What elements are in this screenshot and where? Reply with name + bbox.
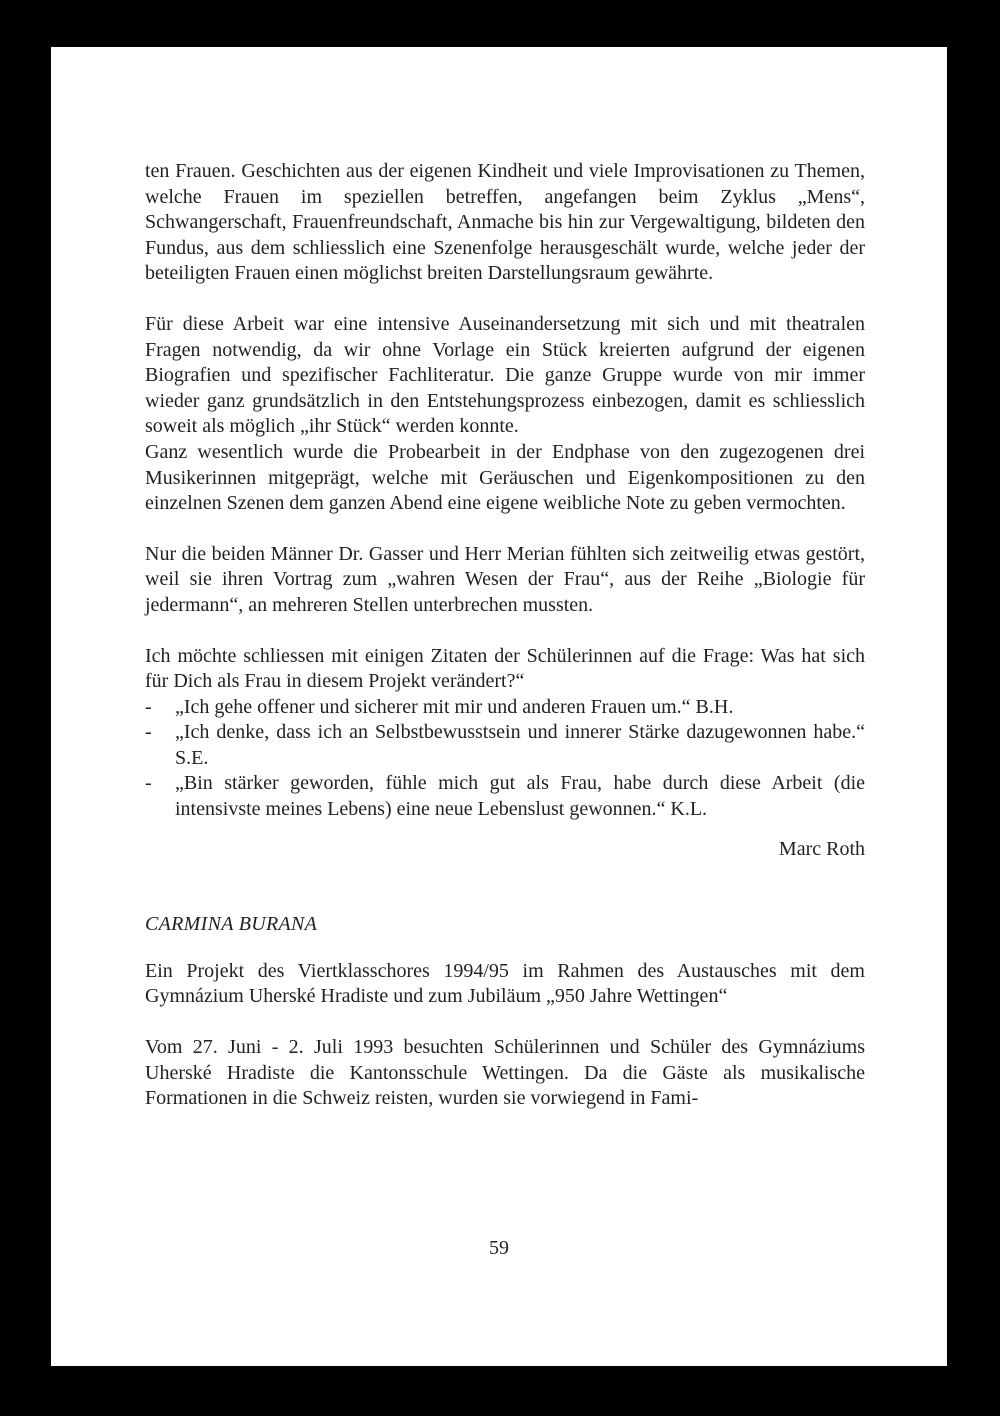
paragraph: Ein Projekt des Viertklasschores 1994/95 im Rahmen des Austausches mit dem Gymnázium Uherské Hradiste und zum Jubiläum „950 Jahre Wettingen“ — [145, 959, 865, 1008]
paragraph: Nur die beiden Männer Dr. Gasser und Herr Merian fühlten sich zeitweilig etwas gestört, weil sie ihren Vortrag zum „wahren Wesen der Frau“, aus der Reihe „Biologie für jedermann“, an mehreren Stellen unterbrechen mussten. — [145, 542, 865, 616]
quote-text: „Ich denke, dass ich an Selbstbewusstsein und innerer Stärke dazugewonnen habe.“ S.E. — [175, 721, 865, 769]
page-content — [145, 159, 865, 1137]
paragraph: Für diese Arbeit war eine intensive Auseinandersetzung mit sich und mit theatralen Fragen notwendig, da wir ohne Vorlage ein Stück kreierten aufgrund der eigenen Biografien und spezifischer Fachliteratur. Die ganze Gruppe wurde von mir immer wieder ganz grundsätzlich in den Entstehungsprozess einbezogen, damit es schliesslich soweit als möglich „ihr Stück“ werden konnte. — [145, 312, 865, 438]
quote-item — [145, 771, 865, 822]
list-dash: - — [145, 721, 152, 744]
quote-item — [145, 720, 865, 771]
document-page — [51, 47, 947, 1366]
page-number: 59 — [489, 1237, 509, 1259]
quote-item — [145, 695, 865, 721]
paragraph: ten Frauen. Geschichten aus der eigenen Kindheit und viele Improvisationen zu Themen, welche Frauen im speziellen betreffen, angefangen beim Zyklus „Mens“, Schwangerschaft, Frauenfreundschaft, Anmache bis hin zur Vergewaltigung, bildeten den Fundus, aus dem schliesslich eine Szenenfolge herausgeschält wurde, welche jeder der beteiligten Frauen einen möglichst breiten Darstellungsraum gewährte. — [145, 160, 865, 285]
quote-list — [145, 695, 865, 823]
author-signature: Marc Roth — [778, 837, 865, 860]
paragraph: Ganz wesentlich wurde die Probearbeit in der Endphase von den zugezogenen drei Musikerinnen mitgeprägt, welche mit Geräuschen und Eigenkompositionen zu den einzelnen Szenen dem ganzen Abend eine eigene weibliche Note zu geben vermochten. — [145, 440, 865, 515]
paragraph: Ich möchte schliessen mit einigen Zitaten der Schülerinnen auf die Frage: Was hat sich für Dich als Frau in diesem Projekt verändert?“ — [145, 644, 865, 693]
quote-text: „Ich gehe offener und sicherer mit mir und anderen Frauen um.“ B.H. — [175, 695, 734, 718]
quote-text: „Bin stärker geworden, fühle mich gut als Frau, habe durch diese Arbeit (die intensivste meines Lebens) eine neue Lebenslust gewonnen.“ K.L. — [175, 772, 865, 821]
list-dash: - — [145, 772, 152, 795]
paragraph: Vom 27. Juni - 2. Juli 1993 besuchten Schülerinnen und Schüler des Gymnáziums Uherské Hradiste die Kantonsschule Wettingen. Da die Gäste als musikalische Formationen in die Schweiz reisten, wurden sie vorwiegend in Fami- — [145, 1036, 865, 1110]
list-dash: - — [145, 695, 152, 718]
section-heading: CARMINA BURANA — [145, 913, 318, 936]
